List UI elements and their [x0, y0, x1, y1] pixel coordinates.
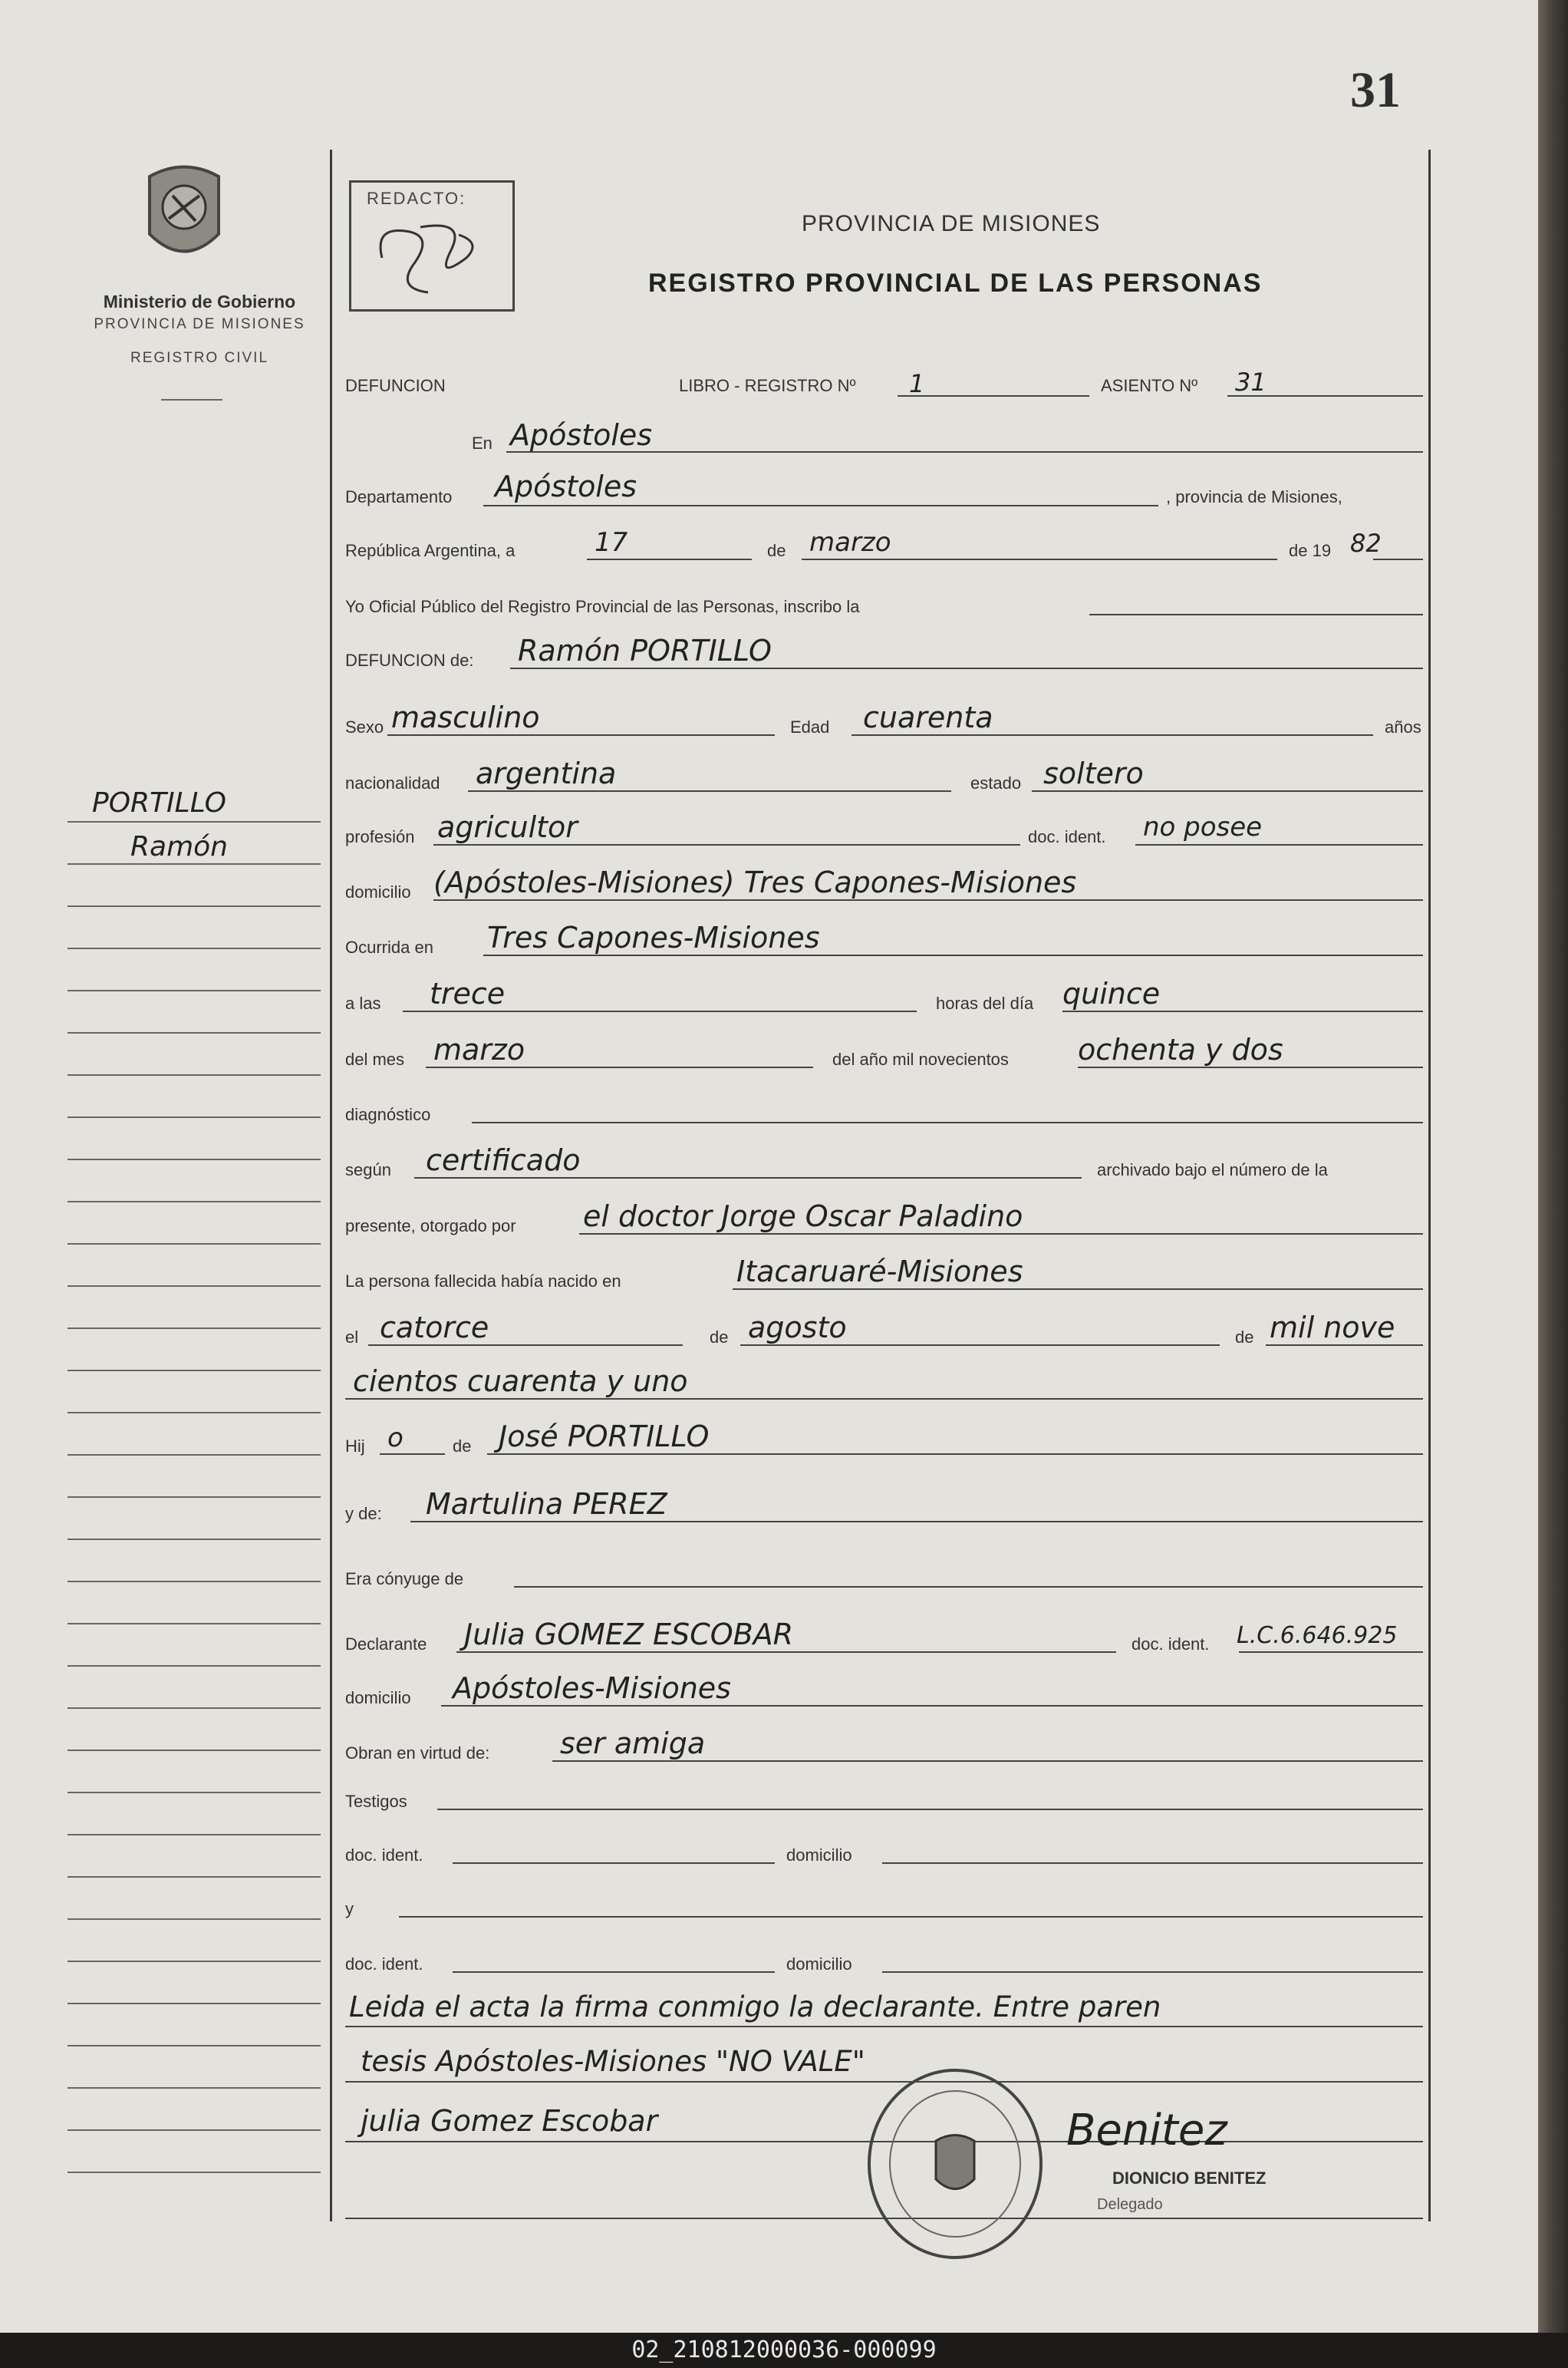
ministry-title: Ministerio de Gobierno — [103, 292, 296, 312]
fill-line — [1062, 1011, 1423, 1012]
ministry-heading — [61, 290, 338, 370]
margin-line — [68, 1454, 321, 1456]
official-title-stamp: Delegado — [1097, 2196, 1163, 2213]
fill-line — [514, 1586, 1423, 1588]
el-label: el — [345, 1327, 359, 1347]
fill-line — [472, 1122, 1423, 1123]
margin-line — [68, 1327, 321, 1329]
fill-line — [852, 734, 1373, 736]
sexo-value: masculino — [391, 701, 540, 734]
margin-line — [68, 1707, 321, 1709]
hij-label: Hij — [345, 1436, 365, 1456]
margin-line — [68, 1961, 321, 1962]
margin-line — [68, 1159, 321, 1160]
fill-line — [453, 1971, 775, 1973]
nacionalidad-label: nacionalidad — [345, 773, 440, 793]
medico-value: el doctor Jorge Oscar Paladino — [583, 1199, 1023, 1233]
archivado-label: archivado bajo el número de la — [1097, 1160, 1328, 1179]
ocurrida-value: Tres Capones-Misiones — [487, 921, 820, 955]
departamento-value: Apóstoles — [495, 470, 637, 503]
fill-line — [387, 734, 775, 736]
fill-line — [882, 1862, 1423, 1864]
declarante-domicilio-label: domicilio — [345, 1688, 411, 1707]
fill-line — [453, 1862, 775, 1864]
fill-line — [437, 1809, 1423, 1810]
nacionalidad-value: argentina — [476, 757, 617, 790]
margin-line — [68, 1116, 321, 1118]
nac-ano2-value: cientos cuarenta y uno — [353, 1364, 688, 1398]
estado-value: soltero — [1043, 757, 1144, 790]
fill-line — [487, 1453, 1423, 1455]
madre-value: Martulina PEREZ — [426, 1487, 667, 1521]
margin-line — [68, 1201, 321, 1202]
de-label: de — [767, 541, 786, 560]
libro-label: LIBRO - REGISTRO Nº — [679, 376, 856, 395]
nota-line2: tesis Apóstoles-Misiones "NO VALE" — [361, 2045, 865, 2078]
ministry-underline — [161, 399, 222, 401]
y-de-label: y de: — [345, 1504, 382, 1523]
defuncion-de-label: DEFUNCION de: — [345, 651, 474, 670]
horas-label: horas del día — [936, 994, 1034, 1013]
de-19-label: de 19 — [1289, 541, 1332, 560]
testigo1-domicilio-label: domicilio — [786, 1845, 852, 1865]
declarante-doc-value: L.C.6.646.925 — [1237, 1622, 1398, 1649]
margin-line — [68, 948, 321, 949]
fill-line — [1078, 1067, 1423, 1068]
deceased-name-value: Ramón PORTILLO — [518, 634, 772, 668]
margin-line — [68, 1623, 321, 1624]
conyuge-label: Era cónyuge de — [345, 1569, 464, 1588]
margin-line — [68, 2003, 321, 2004]
fill-line — [483, 955, 1423, 956]
day-value: 17 — [595, 527, 628, 558]
redacto-label: REDACTO: — [367, 189, 466, 208]
padre-value: José PORTILLO — [499, 1420, 710, 1453]
margin-line — [68, 1581, 321, 1582]
year-value: 82 — [1350, 529, 1382, 558]
fill-line — [1089, 614, 1423, 615]
del-mes-label: del mes — [345, 1050, 405, 1069]
nac-mes-value: agosto — [748, 1311, 847, 1344]
fill-line — [345, 1398, 1423, 1400]
margin-line — [68, 2129, 321, 2131]
margin-line — [68, 821, 321, 823]
hij-de-label: de — [453, 1436, 472, 1456]
margin-line — [68, 990, 321, 991]
margin-line — [68, 1032, 321, 1034]
segun-value: certificado — [426, 1143, 581, 1177]
mes-muerte-value: marzo — [433, 1033, 525, 1067]
margin-line — [68, 2172, 321, 2173]
margin-line — [68, 2087, 321, 2089]
dia-muerte-value: quince — [1062, 977, 1161, 1011]
initials-signature — [367, 212, 497, 300]
fill-line — [882, 1971, 1423, 1973]
republica-label: República Argentina, a — [345, 541, 516, 560]
book-spine — [1538, 0, 1568, 2333]
anos-label: años — [1385, 717, 1421, 737]
margin-line — [68, 1918, 321, 1920]
hora-value: trece — [430, 977, 506, 1011]
nacido-label: La persona fallecida había nacido en — [345, 1271, 621, 1291]
margin-line — [68, 1496, 321, 1498]
margin-line — [68, 1412, 321, 1413]
sexo-label: Sexo — [345, 717, 384, 737]
margin-line — [68, 1792, 321, 1793]
fill-line — [441, 1705, 1423, 1707]
obran-label: Obran en virtud de: — [345, 1743, 490, 1763]
margin-rule — [330, 150, 332, 2221]
fill-line — [898, 395, 1089, 397]
segun-label: según — [345, 1160, 391, 1179]
margin-line — [68, 1243, 321, 1245]
asiento-label: ASIENTO Nº — [1101, 376, 1198, 395]
fill-line — [368, 1344, 683, 1346]
del-ano-label: del año mil novecientos — [832, 1050, 1009, 1069]
fill-line — [733, 1288, 1423, 1290]
fill-line — [345, 2026, 1423, 2027]
ministry-registry: REGISTRO CIVIL — [130, 350, 269, 366]
domicilio-value: (Apóstoles-Misiones) Tres Capones-Misiones — [433, 866, 1077, 899]
presente-label: presente, otorgado por — [345, 1216, 516, 1235]
en-value: Apóstoles — [510, 418, 653, 452]
redacto-box — [349, 180, 515, 312]
obran-value: ser amiga — [560, 1727, 706, 1760]
hijo-suffix-value: o — [387, 1423, 404, 1453]
doc-value: no posee — [1143, 812, 1263, 843]
asiento-value: 31 — [1235, 368, 1267, 397]
fill-line — [410, 1521, 1423, 1522]
libro-value: 1 — [909, 369, 925, 398]
margin-given-name: Ramón — [130, 831, 228, 862]
ano-muerte-value: ochenta y dos — [1078, 1033, 1283, 1067]
nac-de-label: de — [710, 1327, 729, 1347]
ministry-province: PROVINCIA DE MISIONES — [94, 316, 305, 332]
fill-line — [403, 1011, 917, 1012]
diagnostico-label: diagnóstico — [345, 1105, 431, 1124]
profesion-label: profesión — [345, 827, 415, 846]
margin-line — [68, 2045, 321, 2046]
estado-label: estado — [970, 773, 1022, 793]
declarante-value: Julia GOMEZ ESCOBAR — [464, 1618, 794, 1651]
nota-line1: Leida el acta la firma conmigo la declarante. Entre paren — [349, 1990, 1161, 2023]
margin-line — [68, 1876, 321, 1878]
testigo1-doc-label: doc. ident. — [345, 1845, 423, 1865]
margin-line — [68, 1285, 321, 1287]
margin-line — [68, 1370, 321, 1371]
fill-line — [510, 668, 1423, 669]
fill-line — [414, 1177, 1082, 1179]
declarante-label: Declarante — [345, 1634, 427, 1654]
domicilio-label: domicilio — [345, 882, 411, 902]
testigos-label: Testigos — [345, 1792, 407, 1811]
nac-de2-label: de — [1235, 1327, 1254, 1347]
doc-ident-label: doc. ident. — [1028, 827, 1106, 846]
official-signature: Benitez — [1066, 2106, 1227, 2155]
declarante-domicilio-value: Apóstoles-Misiones — [453, 1671, 731, 1705]
page-number: 31 — [1350, 62, 1401, 118]
fill-line — [433, 899, 1423, 901]
margin-line — [68, 905, 321, 907]
margin-line — [68, 1539, 321, 1540]
departamento-label: Departamento — [345, 487, 453, 506]
fill-line — [740, 1344, 1220, 1346]
provincial-seal-emblem — [142, 161, 226, 269]
province-heading: PROVINCIA DE MISIONES — [802, 211, 1101, 236]
margin-line — [68, 863, 321, 865]
fill-line — [399, 1916, 1423, 1918]
month-value: marzo — [809, 527, 891, 558]
margin-line — [68, 1074, 321, 1076]
declarante-doc-label: doc. ident. — [1132, 1634, 1210, 1654]
a-las-label: a las — [345, 994, 381, 1013]
oficial-label: Yo Oficial Público del Registro Provincial de las Personas, inscribo la — [345, 597, 860, 616]
fill-line — [456, 1651, 1116, 1653]
fill-line — [579, 1233, 1423, 1235]
edad-label: Edad — [790, 717, 830, 737]
fill-line — [483, 505, 1158, 506]
fill-line — [1135, 844, 1423, 846]
registry-heading: REGISTRO PROVINCIAL DE LAS PERSONAS — [648, 269, 1263, 298]
profesion-value: agricultor — [437, 810, 578, 844]
fill-line — [552, 1760, 1423, 1762]
nac-dia-value: catorce — [380, 1311, 489, 1344]
y-label: y — [345, 1899, 354, 1918]
margin-line — [68, 1834, 321, 1835]
provincia-label: , provincia de Misiones, — [1166, 487, 1342, 506]
image-caption: 02_210812000036-000099 — [0, 2333, 1568, 2368]
fill-line — [468, 790, 951, 792]
declarante-signature: julia Gomez Escobar — [361, 2104, 658, 2138]
testigo2-doc-label: doc. ident. — [345, 1954, 423, 1974]
testigo2-domicilio-label: domicilio — [786, 1954, 852, 1974]
fill-line — [1266, 1344, 1423, 1346]
ocurrida-label: Ocurrida en — [345, 938, 433, 957]
fill-line — [433, 844, 1020, 846]
right-rule — [1428, 150, 1431, 2221]
nacido-en-value: Itacaruaré-Misiones — [736, 1255, 1023, 1288]
edad-value: cuarenta — [863, 701, 993, 734]
fill-line — [1032, 790, 1423, 792]
en-label: En — [472, 434, 492, 453]
registry-round-stamp — [863, 2064, 1047, 2264]
nac-ano1-value: mil nove — [1270, 1311, 1395, 1344]
margin-line — [68, 1665, 321, 1667]
margin-surname: PORTILLO — [92, 787, 227, 819]
defuncion-type-label: DEFUNCION — [345, 376, 446, 395]
fill-line — [426, 1067, 813, 1068]
official-name-stamp: DIONICIO BENITEZ — [1112, 2168, 1267, 2188]
margin-line — [68, 1750, 321, 1751]
